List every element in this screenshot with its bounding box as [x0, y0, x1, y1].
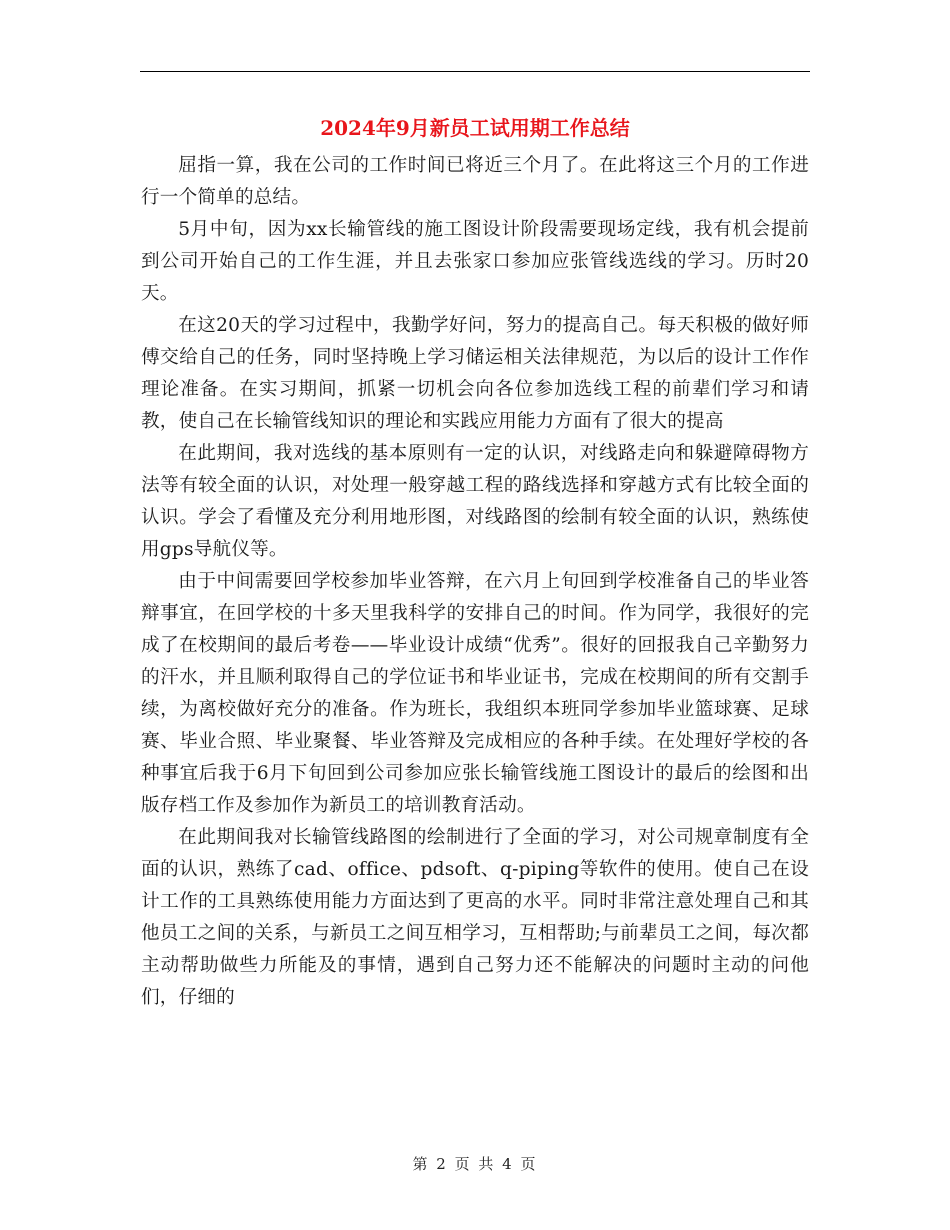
page-number-footer: 第 2 页 共 4 页 [412, 1155, 538, 1173]
document-title: 2024年9月新员工试用期工作总结 [320, 116, 630, 140]
paragraph-5: 由于中间需要回学校参加毕业答辩，在六月上旬回到学校准备自己的毕业答辩事宜，在回学校的十多天里我科学的安排自己的时间。作为同学，我很好的完成了在校期间的最后考卷——毕业设计成绩“优秀”。很好的回报我自己辛勤努力的汗水，并且顺利取得自己的学位证书和毕业证书，完成在校期间的所有交割手续，为离校做好充分的准备。作为班长，我组织本班同学参加毕业篮球赛、足球赛、毕业合照、毕业聚餐、毕业答辩及完成相应的各种手续。在处理好学校的各种事宜后我于6月下旬回到公司参加应张长输管线施工图设计的最后的绘图和出版存档工作及参加作为新员工的培训教育活动。 [141, 571, 809, 816]
paragraph-1: 屈指一算，我在公司的工作时间已将近三个月了。在此将这三个月的工作进行一个简单的总结。 [141, 155, 809, 208]
paragraph-3: 在这20天的学习过程中，我勤学好问，努力的提高自己。每天积极的做好师傅交给自己的任务，同时坚持晚上学习储运相关法律规范，为以后的设计工作作理论准备。在实习期间，抓紧一切机会向各位参加选线工程的前辈们学习和请教，使自己在长输管线知识的理论和实践应用能力方面有了很大的提高 [141, 315, 809, 432]
paragraph-4: 在此期间，我对选线的基本原则有一定的认识，对线路走向和躲避障碍物方法等有较全面的认识，对处理一般穿越工程的路线选择和穿越方式有比较全面的认识。学会了看懂及充分利用地形图，对线路图的绘制有较全面的认识，熟练使用gps导航仪等。 [141, 443, 809, 560]
paragraph-6: 在此期间我对长输管线路图的绘制进行了全面的学习，对公司规章制度有全面的认识，熟练了cad、office、pdsoft、q-piping等软件的使用。使自己在设计工作的工具熟练使用能力方面达到了更高的水平。同时非常注意处理自己和其他员工之间的关系，与新员工之间互相学习，互相帮助;与前辈员工之间，每次都主动帮助做些力所能及的事情，遇到自己努力还不能解决的问题时主动的问他们，仔细的 [141, 827, 809, 1008]
header-rule [140, 71, 810, 72]
paragraph-2: 5月中旬，因为xx长输管线的施工图设计阶段需要现场定线，我有机会提前到公司开始自己的工作生涯，并且去张家口参加应张管线选线的学习。历时20天。 [141, 219, 809, 304]
document-body [141, 150, 809, 1014]
